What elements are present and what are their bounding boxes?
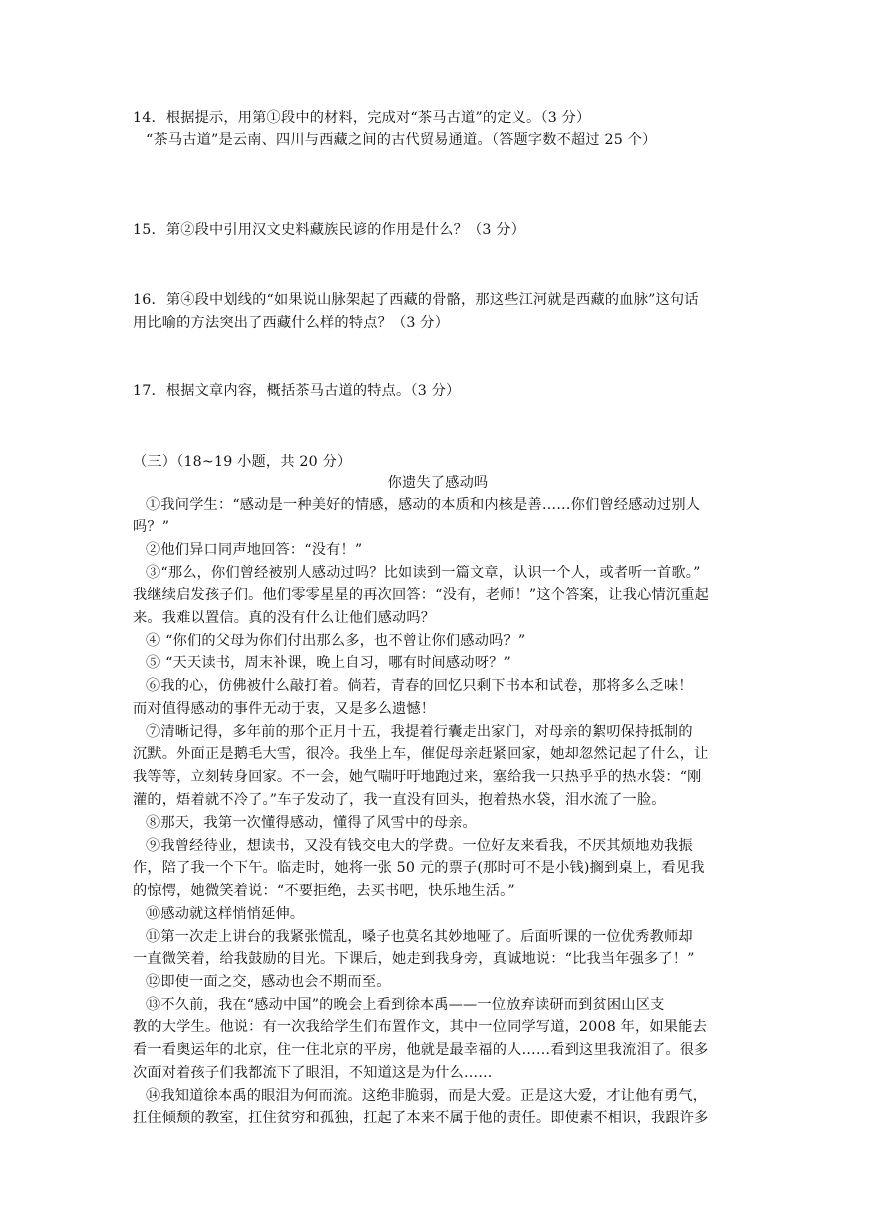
question-16-line-2: 用比喻的方法突出了西藏什么样的特点？（3 分） (133, 315, 450, 331)
article-line: ⑤ “天天读书，周末补课，晚上自习，哪有时间感动呀？” (146, 655, 511, 671)
article-line: ⑫即使一面之交，感动也会不期而至。 (146, 974, 391, 990)
article-line: 作，陪了我一个下午。临走时，她将一张 50 元的票子(那时可不是小钱)搁到桌上，看见我 (133, 860, 705, 876)
article-line: ⑬不久前，我在“感动中国”的晚会上看到徐本禹——一位放弃读研而到贫困山区支 (146, 997, 665, 1013)
article-line: ④ “你们的父母为你们付出那么多，也不曾让你们感动吗？” (146, 633, 526, 649)
article-line: 我等等，立刻转身回家。不一会，她气喘吁吁地跑过来，塞给我一只热乎乎的热水袋：“刚 (133, 769, 702, 785)
article-line: ①我问学生：“感动是一种美好的情感，感动的本质和内核是善……你们曾经感动过别人 (146, 497, 701, 513)
section-header: （三）（18~19 小题，共 20 分） (133, 454, 352, 470)
article-line: 沉默。外面正是鹅毛大雪，很冷。我坐上车，催促母亲赶紧回家，她却忽然记起了什么，让 (133, 746, 709, 762)
article-line: ⑦清晰记得，多年前的那个正月十五，我提着行囊走出家门，对母亲的絮叨保持抵制的 (146, 724, 693, 740)
article-line: ⑪第一次走上讲台的我紧张慌乱，嗓子也莫名其妙地哑了。后面听课的一位优秀教师却 (146, 929, 693, 945)
article-line: 扛住倾颓的教室，扛住贫穷和孤独，扛起了本来不属于他的责任。即使素不相识，我跟许多 (133, 1110, 709, 1126)
article-line: ⑭我知道徐本禹的眼泪为何而流。这绝非脆弱，而是大爱。正是这大爱，才让他有勇气， (146, 1088, 708, 1104)
question-14-line-2: “茶马古道”是云南、四川与西藏之间的古代贸易通道。（答题字数不超过 25 个） (146, 132, 657, 148)
article-line: ⑧那天，我第一次懂得感动，懂得了风雪中的母亲。 (146, 815, 477, 831)
article-title: 你遗失了感动吗 (387, 475, 489, 491)
question-17: 17．根据文章内容，概括茶马古道的特点。（3 分） (133, 383, 461, 399)
article-line: 次面对着孩子们我都流下了眼泪，不知道这是为什么…… (133, 1065, 493, 1081)
question-16-line-1: 16．第④段中划线的“如果说山脉架起了西藏的骨骼，那这些江河就是西藏的血脉”这句话 (133, 292, 699, 308)
question-15: 15．第②段中引用汉文史料藏族民谚的作用是什么？（3 分） (133, 222, 526, 238)
article-line: 一直微笑着，给我鼓励的目光。下课后，她走到我身旁，真诚地说：“比我当年强多了！” (133, 951, 695, 967)
question-14-line-1: 14．根据提示，用第①段中的材料，完成对“茶马古道”的定义。（3 分） (133, 110, 591, 126)
article-line: ⑥我的心，仿佛被什么敲打着。倘若，青春的回忆只剩下书本和试卷，那将多么乏味！ (146, 678, 693, 694)
article-line: ③“那么，你们曾经被别人感动过吗？比如读到一篇文章，认识一个人，或者听一首歌。” (146, 565, 701, 581)
article-line: ⑩感动就这样悄悄延伸。 (146, 906, 305, 922)
article-line: 来。我难以置信。真的没有什么让他们感动吗？ (133, 610, 436, 626)
article-line: ②他们异口同声地回答：“没有！” (146, 542, 363, 558)
article-line: 吗？” (133, 519, 170, 535)
article-line: 而对值得感动的事件无动于衷，又是多么遗憾！ (133, 701, 436, 717)
article-line: 看一看奥运年的北京，住一住北京的平房，他就是最幸福的人……看到这里我流泪了。很多 (133, 1042, 709, 1058)
article-line: 的惊愕，她微笑着说：“不要拒绝，去买书吧，快乐地生活。” (133, 883, 515, 899)
article-line: ⑨我曾经待业，想读书，又没有钱交电大的学费。一位好友来看我，不厌其烦地劝我振 (146, 838, 693, 854)
article-line: 我继续启发孩子们。他们零零星星的再次回答：“没有，老师！”这个答案，让我心情沉重起 (133, 587, 710, 603)
article-line: 教的大学生。他说：有一次我给学生们布置作文，其中一位同学写道，2008 年，如果能去 (133, 1019, 707, 1035)
article-line: 灌的，焐着就不冷了。”车子发动了，我一直没有回头，抱着热水袋，泪水流了一脸。 (133, 792, 666, 808)
